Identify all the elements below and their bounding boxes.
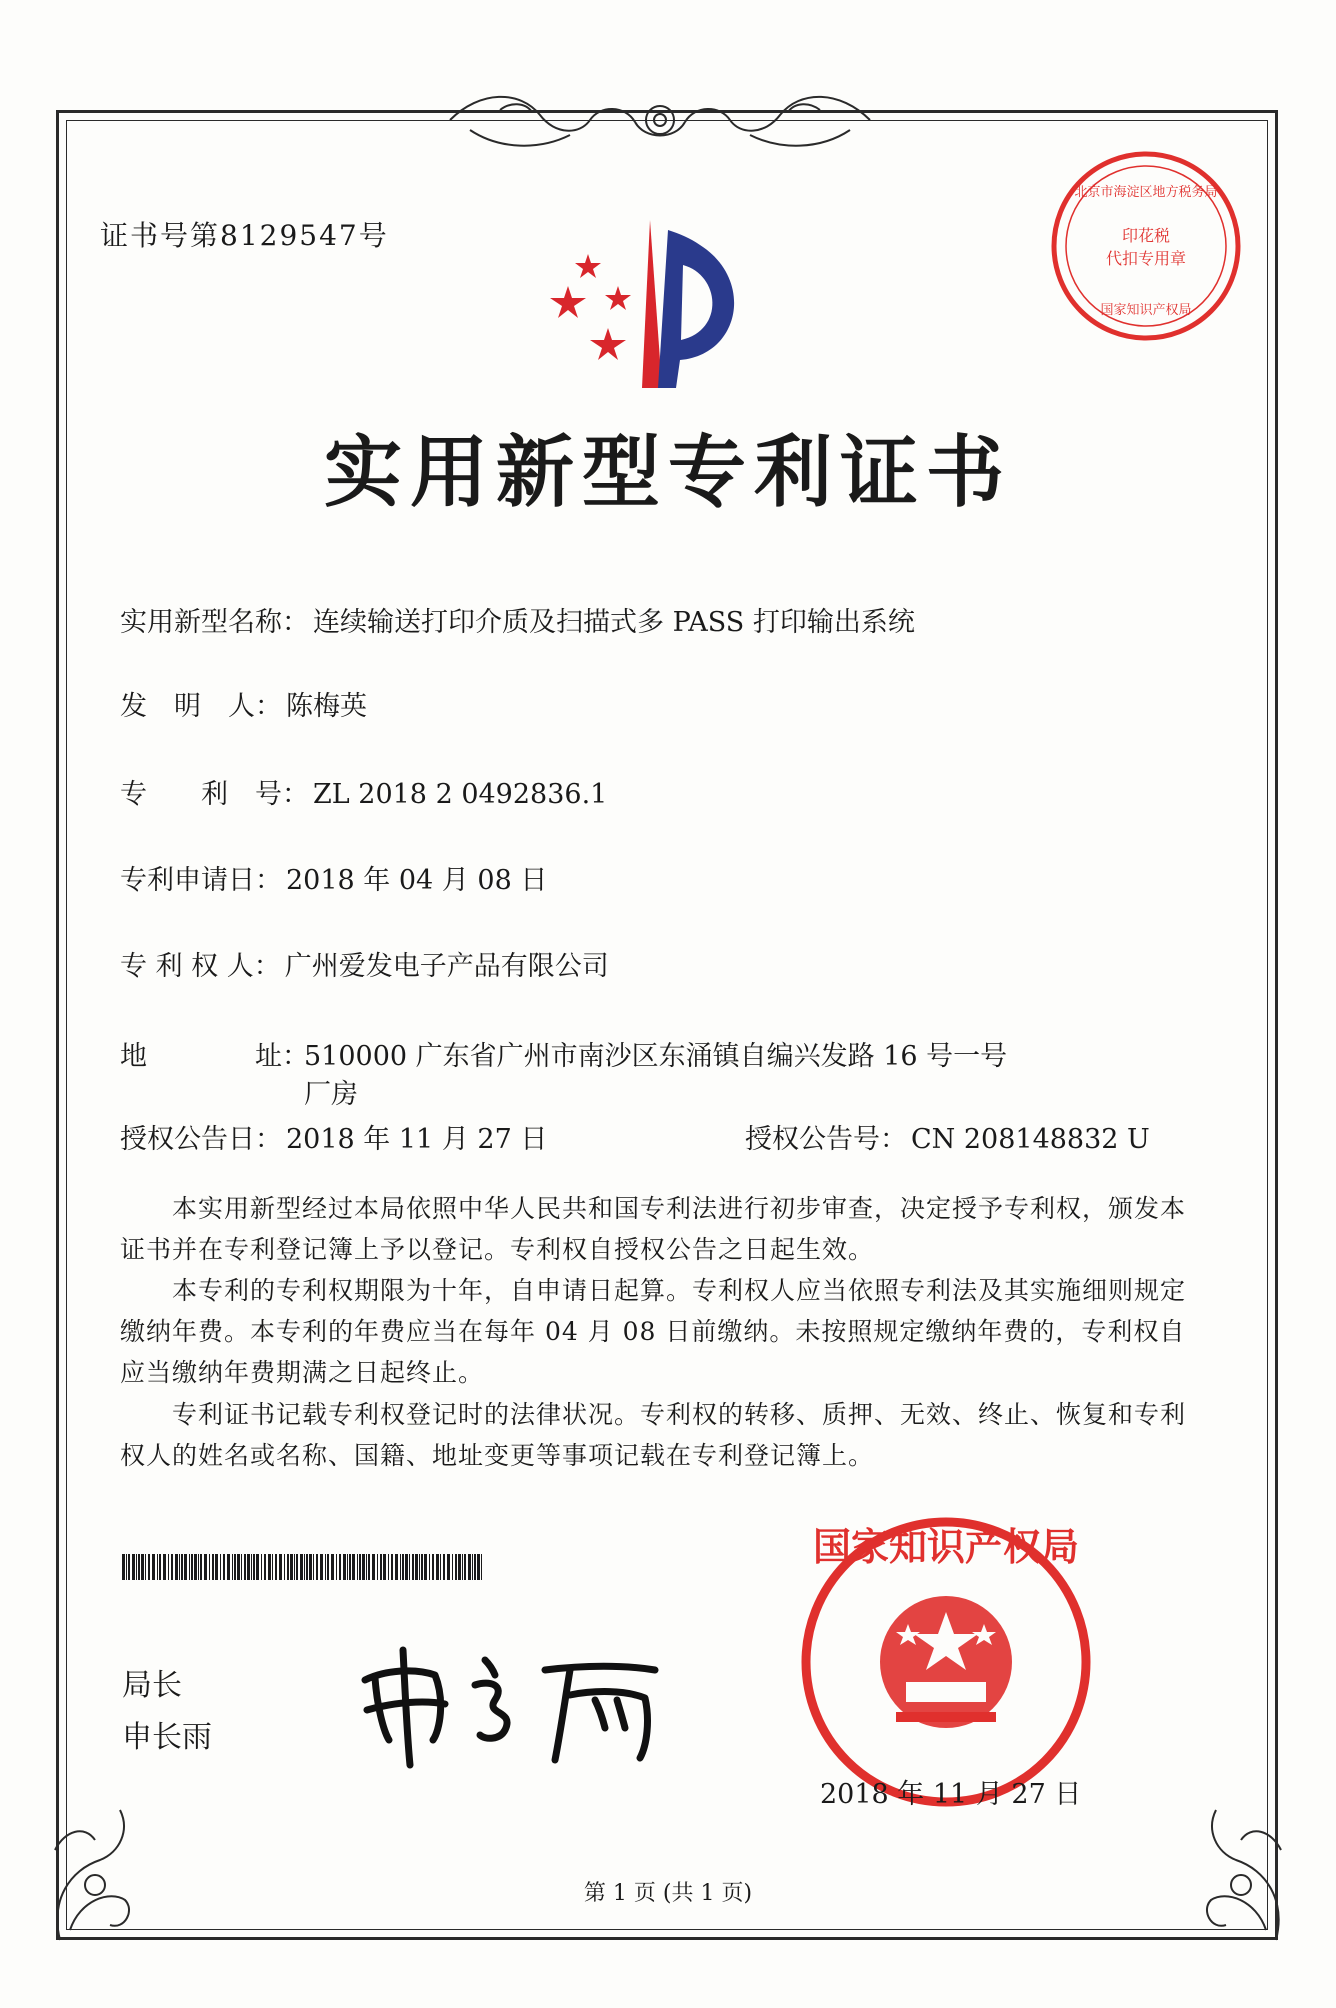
national-ip-administration-seal-icon xyxy=(796,1512,1096,1812)
certificate-number: 证书号第8129547号 xyxy=(100,219,389,252)
application-date-value: 2018 年 04 月 08 日 xyxy=(286,865,548,896)
director-signature-icon xyxy=(355,1640,675,1770)
publication-number-value: CN 208148832 U xyxy=(911,1124,1150,1155)
utility-model-name-row xyxy=(120,604,915,642)
seal-arc-text: 国家知识产权局 xyxy=(812,1525,1080,1569)
seal-date: 2018 年 11 月 27 日 xyxy=(820,1779,1082,1810)
inventor-value: 陈梅英 xyxy=(286,691,367,722)
application-date-row xyxy=(120,862,547,900)
top-ornament-icon xyxy=(440,80,880,160)
publication-date-label: 授权公告日： xyxy=(120,1124,282,1155)
publication-number-label: 授权公告号： xyxy=(745,1124,907,1155)
publication-date-row xyxy=(120,1121,547,1159)
patentee-row xyxy=(120,948,609,986)
svg-text:北京市海淀区地方税务局: 北京市海淀区地方税务局 xyxy=(1074,185,1218,200)
paragraph-3: 专利证书记载专利权登记时的法律状况。专利权的转移、质押、无效、终止、恢复和专利权人的姓名或名称、国籍、地址变更等事项记载在专利登记簿上。 xyxy=(120,1400,1187,1470)
svg-text:印花税: 印花税 xyxy=(1121,226,1171,245)
tax-stamp-seal-icon xyxy=(1046,146,1246,346)
director-block xyxy=(122,1660,212,1764)
page-footer: 第 1 页 (共 1 页) xyxy=(583,1881,753,1906)
inventor-row xyxy=(120,688,367,726)
address-label: 地 址： xyxy=(120,1041,309,1072)
patent-number-label: 专 利 号： xyxy=(120,779,309,810)
bottom-left-ornament-icon xyxy=(40,1790,150,1950)
director-title: 局长 xyxy=(122,1668,182,1703)
inventor-label: 发 明 人： xyxy=(120,691,282,722)
utility-model-name-label: 实用新型名称： xyxy=(120,607,309,638)
publication-date-value: 2018 年 11 月 27 日 xyxy=(286,1124,548,1155)
application-date-label: 专利申请日： xyxy=(120,865,282,896)
patentee-value: 广州爱发电子产品有限公司 xyxy=(284,951,609,982)
svg-text:国家知识产权局: 国家知识产权局 xyxy=(1100,303,1192,318)
publication-number-row xyxy=(745,1121,1150,1159)
utility-model-name-value: 连续输送打印介质及扫描式多 PASS 打印输出系统 xyxy=(313,607,915,638)
patent-office-emblem-icon xyxy=(540,210,780,395)
address-row xyxy=(120,1038,309,1076)
bottom-right-ornament-icon xyxy=(1186,1790,1296,1950)
paragraph-2: 本专利的专利权期限为十年，自申请日起算。专利权人应当依照专利法及其实施细则规定缴纳年费。本专利的年费应当在每年 04 月 08 日前缴纳。未按照规定缴纳年费的，专利权自应当缴纳年费期满之日起终止。 xyxy=(120,1276,1187,1387)
patent-number-row xyxy=(120,776,607,814)
address-value: 510000 广东省广州市南沙区东涌镇自编兴发路 16 号一号厂房 xyxy=(304,1041,1008,1110)
svg-text:代扣专用章: 代扣专用章 xyxy=(1105,249,1187,268)
barcode-icon xyxy=(122,1554,484,1580)
patentee-label: 专 利 权 人： xyxy=(120,951,281,982)
patent-number-value: ZL 2018 2 0492836.1 xyxy=(313,779,608,810)
director-name: 申长雨 xyxy=(122,1720,212,1755)
certificate-title: 实用新型专利证书 xyxy=(323,428,1012,518)
paragraph-1: 本实用新型经过本局依照中华人民共和国专利法进行初步审查，决定授予专利权，颁发本证书并在专利登记簿上予以登记。专利权自授权公告之日起生效。 xyxy=(120,1194,1187,1264)
